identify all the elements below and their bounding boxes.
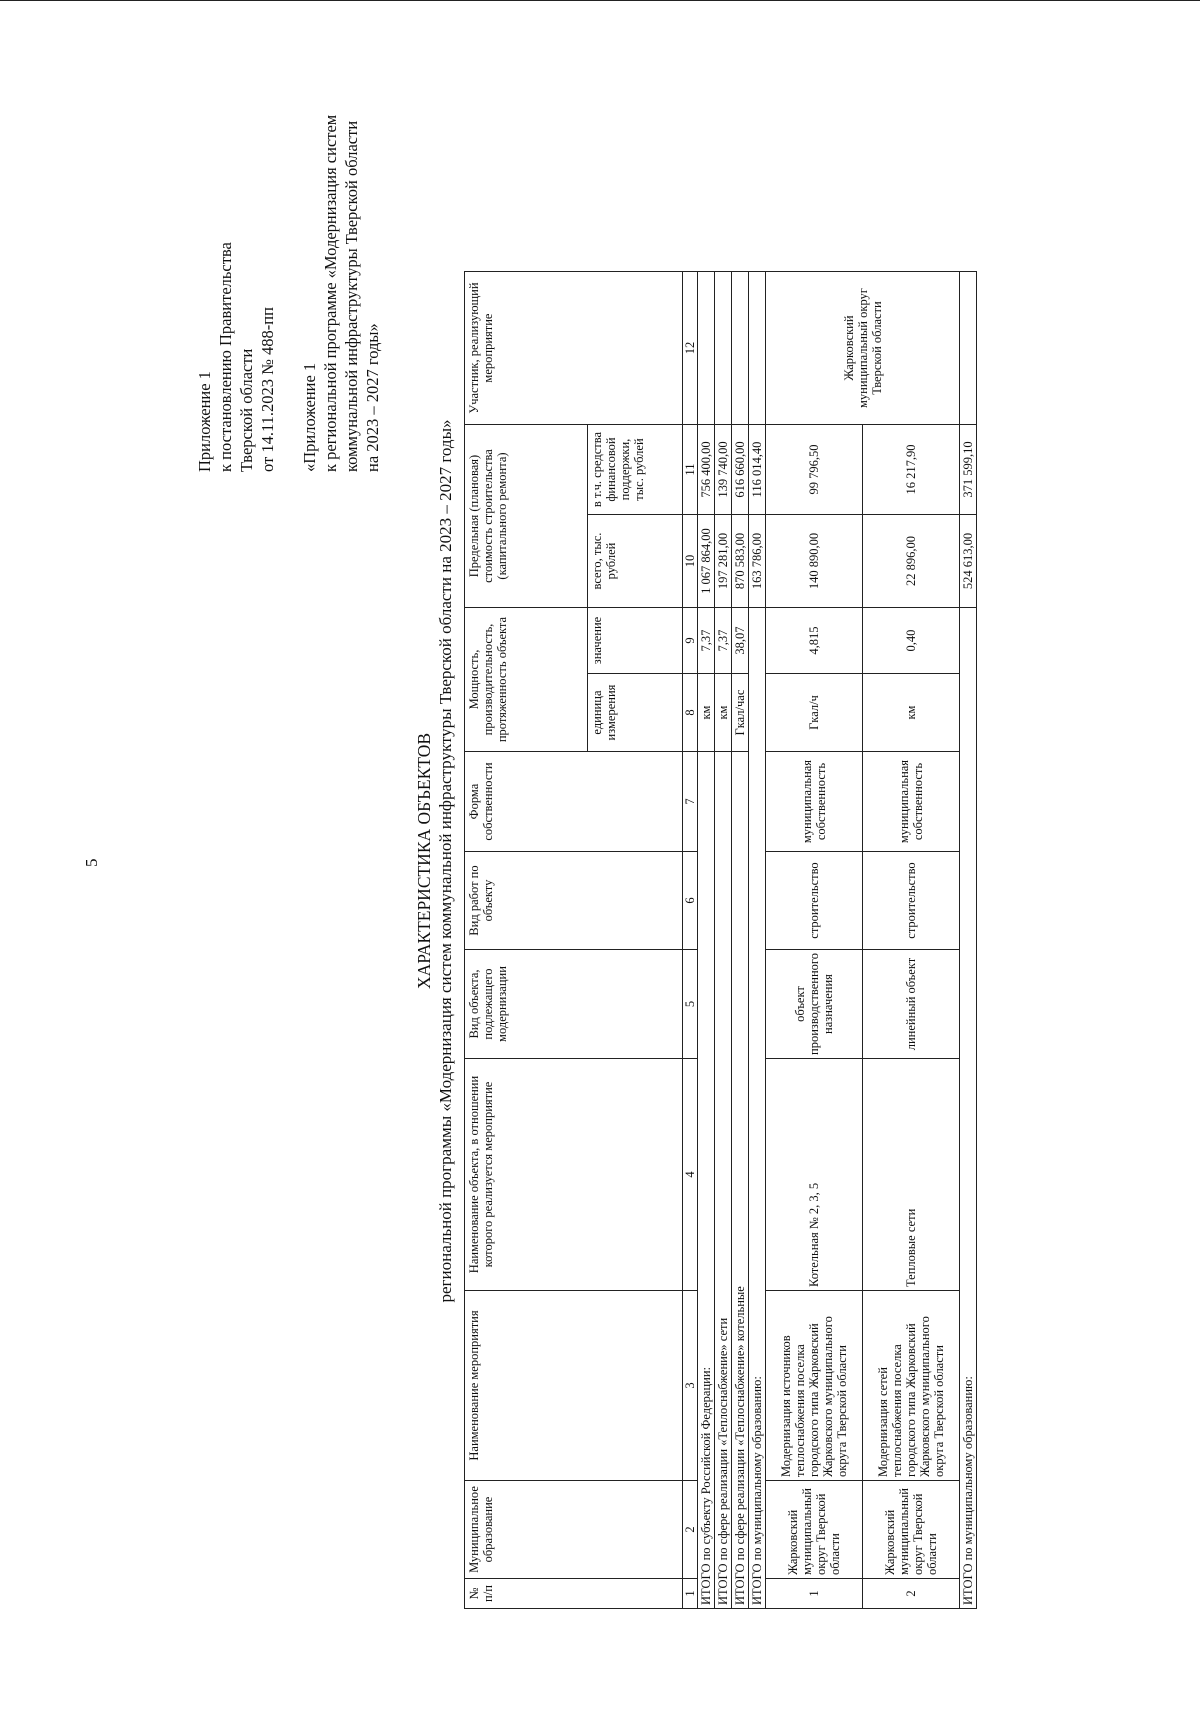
column-index: 2 — [683, 1481, 698, 1579]
column-index: 4 — [683, 1059, 698, 1291]
total-mo-bottom-row — [960, 272, 977, 1609]
row-value: 0,40 — [863, 608, 960, 674]
column-index: 3 — [683, 1291, 698, 1481]
header-cost: Предельная (плановая) стоимость строительства (капитального ремонта) — [465, 425, 588, 608]
row-cost-support: 16 217,90 — [863, 425, 960, 515]
appendix-quote-line: к региональной программе «Модернизация систем — [321, 114, 340, 472]
total-label: ИТОГО по субъекту Российской Федерации: — [698, 752, 715, 1609]
total-mo-row — [749, 272, 766, 1609]
total-support: 139 740,00 — [715, 425, 732, 515]
row-work-type: строительство — [863, 852, 960, 950]
appendix-quote-line: коммунальной инфраструктуры Тверской области — [342, 120, 361, 472]
row-unit: Гкал/ч — [766, 674, 863, 752]
appendix-block — [194, 115, 383, 472]
column-index: 7 — [683, 752, 698, 852]
appendix-quote-line: «Приложение 1 — [300, 362, 319, 472]
header-capacity: Мощность, производительность, протяженность объекта — [465, 608, 588, 752]
header-cost-total: всего, тыс. рублей — [588, 515, 683, 608]
header-object-type: Вид объекта, подлежащего модернизации — [465, 950, 683, 1059]
total-unit: км — [715, 674, 732, 752]
row-municipality: Жарковский муниципальный округ Тверской области — [766, 1481, 863, 1579]
row-cost-total: 140 890,00 — [766, 515, 863, 608]
appendix-line: Приложение 1 — [195, 371, 214, 472]
row-num: 1 — [766, 1579, 863, 1609]
appendix-line: к постановлению Правительства — [216, 242, 235, 472]
header-municipality: Муниципальное образование — [465, 1481, 683, 1579]
total-value: 7,37 — [698, 608, 715, 674]
table-row — [766, 272, 863, 1609]
column-index: 12 — [683, 272, 698, 425]
total-boilers-row — [732, 272, 749, 1609]
total-value: 38,07 — [732, 608, 749, 674]
row-object-type: объект производственного назначения — [766, 950, 863, 1059]
total-cost: 1 067 864,00 — [698, 515, 715, 608]
total-unit: Гкал/час — [732, 674, 749, 752]
total-support: 616 660,00 — [732, 425, 749, 515]
row-municipality: Жарковский муниципальный округ Тверской области — [863, 1481, 960, 1579]
row-num: 2 — [863, 1579, 960, 1609]
total-unit: км — [698, 674, 715, 752]
row-object-type: линейный объект — [863, 950, 960, 1059]
objects-table — [464, 271, 977, 1609]
total-label: ИТОГО по муниципальному образованию: — [960, 608, 977, 1609]
header-cost-support: в т.ч. средства финансовой поддержки, тыс. рублей — [588, 425, 683, 515]
column-index-row — [683, 272, 698, 1609]
document-subtitle: региональной программы «Модернизация систем коммунальной инфраструктуры Тверской области на 2023 – 2027 годы» — [436, 419, 455, 1303]
total-cost: 870 583,00 — [732, 515, 749, 608]
total-networks-row — [715, 272, 732, 1609]
table-row — [863, 272, 960, 1609]
total-support: 371 599,10 — [960, 425, 977, 515]
row-cost-support: 99 796,50 — [766, 425, 863, 515]
document-title: ХАРАКТЕРИСТИКА ОБЪЕКТОВ — [414, 732, 434, 990]
column-index: 6 — [683, 852, 698, 950]
header-ownership: Форма собственности — [465, 752, 683, 852]
appendix-quote-line: на 2023 – 2027 годы» — [363, 323, 382, 472]
header-num: № п/п — [465, 1579, 683, 1609]
total-label: ИТОГО по сфере реализации «Теплоснабжение» котельные — [732, 752, 749, 1609]
page-number: 5 — [82, 858, 101, 867]
header-work-type: Вид работ по объекту — [465, 852, 683, 950]
total-rf-row — [698, 272, 715, 1609]
header-participant: Участник, реализующий мероприятие — [465, 272, 683, 425]
row-ownership: муниципальная собственность — [863, 752, 960, 852]
row-object-name: Котельная № 2, 3, 5 — [766, 1059, 863, 1291]
row-participant: Жарковский муниципальный округ Тверской области — [766, 272, 960, 425]
header-object-name: Наименование объекта, в отношении которого реализуется мероприятие — [465, 1059, 683, 1291]
appendix-line: Тверской области — [237, 348, 256, 472]
total-support: 116 014,40 — [749, 425, 766, 515]
column-index: 9 — [683, 608, 698, 674]
row-object-name: Тепловые сети — [863, 1059, 960, 1291]
row-work-type: строительство — [766, 852, 863, 950]
column-index: 10 — [683, 515, 698, 608]
row-ownership: муниципальная собственность — [766, 752, 863, 852]
column-index: 5 — [683, 950, 698, 1059]
column-index: 8 — [683, 674, 698, 752]
header-value: значение — [588, 608, 683, 674]
row-unit: км — [863, 674, 960, 752]
total-value: 7,37 — [715, 608, 732, 674]
total-cost: 524 613,00 — [960, 515, 977, 608]
total-cost: 197 281,00 — [715, 515, 732, 608]
column-index: 11 — [683, 425, 698, 515]
total-label: ИТОГО по муниципальному образованию: — [749, 608, 766, 1609]
header-measure: Наименование мероприятия — [465, 1291, 683, 1481]
appendix-line: от 14.11.2023 № 488-пп — [258, 307, 277, 472]
row-measure: Модернизация сетей теплоснабжения поселка городского типа Жарковский Жарковского муниципального округа Тверской области — [863, 1291, 960, 1481]
total-support: 756 400,00 — [698, 425, 715, 515]
total-cost: 163 786,00 — [749, 515, 766, 608]
row-cost-total: 22 896,00 — [863, 515, 960, 608]
row-value: 4,815 — [766, 608, 863, 674]
row-measure: Модернизация источников теплоснабжения поселка городского типа Жарковский Жарковского муниципального округа Тверской области — [766, 1291, 863, 1481]
total-label: ИТОГО по сфере реализации «Теплоснабжение» сети — [715, 752, 732, 1609]
column-index: 1 — [683, 1579, 698, 1609]
header-unit: единица измерения — [588, 674, 683, 752]
